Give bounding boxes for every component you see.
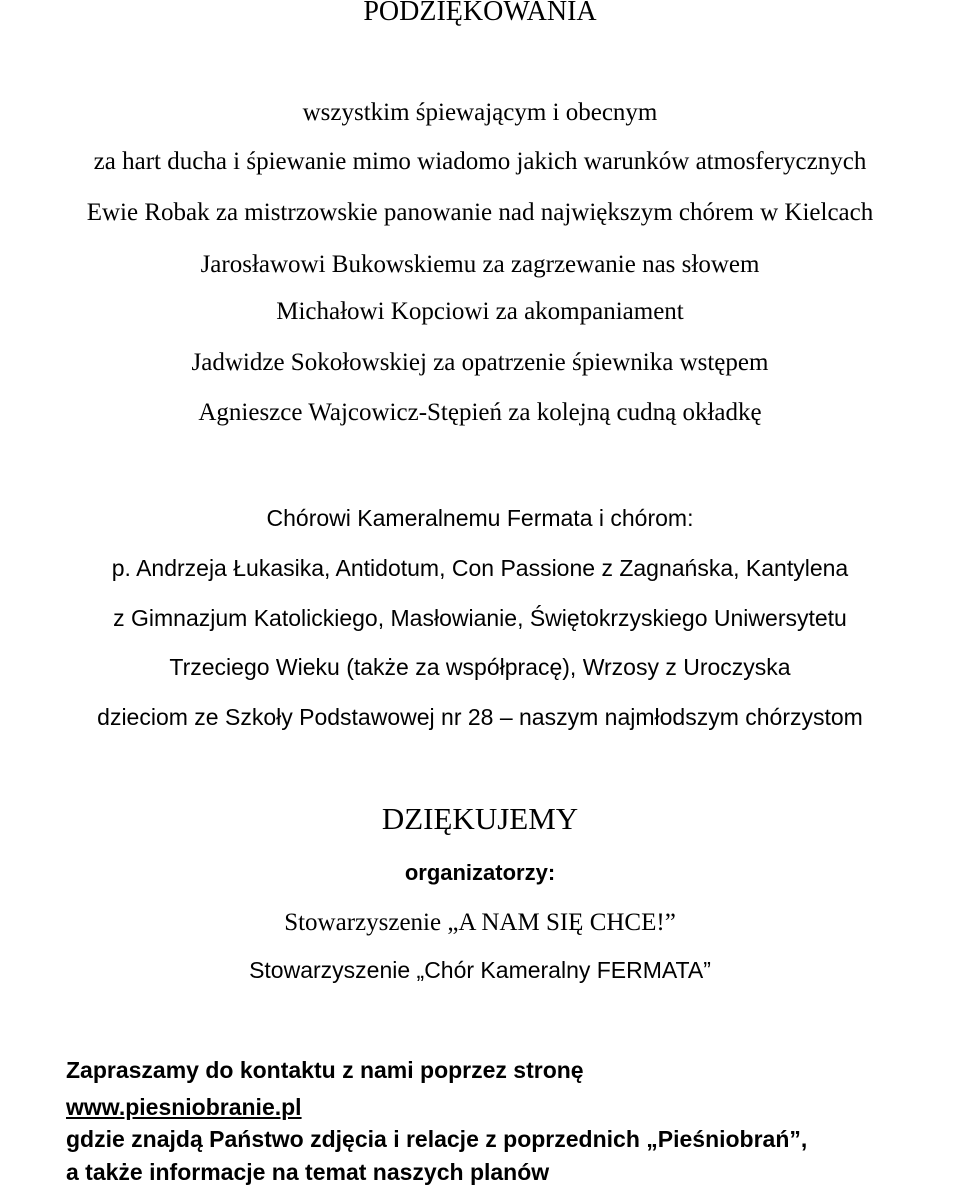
- choirs-line: Trzeciego Wieku (także za współpracę), Wrzosy z Uroczyska: [169, 654, 791, 680]
- contact-invite: Zapraszamy do kontaktu z nami poprzez stronę: [66, 1057, 584, 1083]
- choirs-heading: Chórowi Kameralnemu Fermata i chórom:: [266, 505, 694, 531]
- choirs-line: p. Andrzeja Łukasika, Antidotum, Con Passione z Zagnańska, Kantylena: [111, 555, 849, 581]
- thanks-line: Jarosławowi Bukowskiemu za zagrzewanie nas słowem: [200, 251, 760, 278]
- choirs-line: dzieciom ze Szkoły Podstawowej nr 28 – naszym najmłodszym chórzystom: [97, 704, 863, 730]
- page-title: PODZIĘKOWANIA: [363, 0, 597, 27]
- contact-info-line: gdzie znajdą Państwo zdjęcia i relacje z poprzednich „Pieśniobrań”,: [66, 1126, 808, 1152]
- contact-info-line: a także informacje na temat naszych planów: [66, 1159, 550, 1185]
- organizer-name: Stowarzyszenie „Chór Kameralny FERMATA”: [249, 957, 711, 983]
- choirs-line: z Gimnazjum Katolickiego, Masłowianie, Świętokrzyskiego Uniwersytetu: [113, 605, 847, 631]
- organizer-name: Stowarzyszenie „A NAM SIĘ CHCE!”: [284, 909, 676, 936]
- thanks-line: Ewie Robak za mistrzowskie panowanie nad największym chórem w Kielcach: [86, 199, 874, 226]
- thanks-line: Jadwidze Sokołowskiej za opatrzenie śpiewnika wstępem: [191, 349, 769, 376]
- intro-line: wszystkim śpiewającym i obecnym: [302, 99, 658, 126]
- website-link[interactable]: www.piesniobranie.pl: [66, 1094, 302, 1120]
- thank-you-heading: DZIĘKUJEMY: [381, 801, 579, 836]
- thanks-line: za hart ducha i śpiewanie mimo wiadomo jakich warunków atmosferycznych: [93, 148, 867, 175]
- thanks-line: Michałowi Kopciowi za akompaniament: [276, 298, 684, 325]
- organizers-label: organizatorzy:: [404, 860, 556, 885]
- thanks-line: Agnieszce Wajcowicz-Stępień za kolejną cudną okładkę: [198, 399, 762, 426]
